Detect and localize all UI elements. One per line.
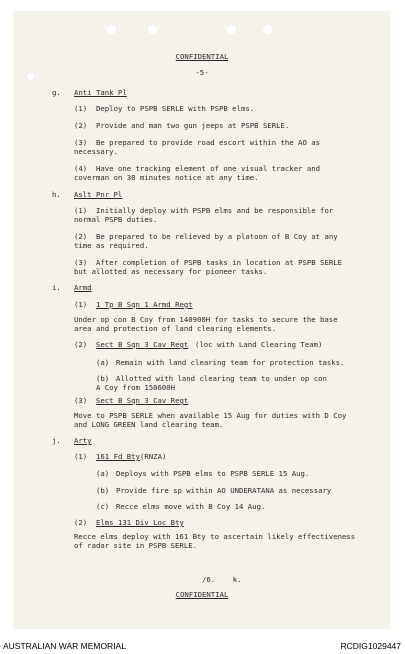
para-text: Provide and man two gun jeeps at PSPB SERLE. bbox=[96, 121, 290, 130]
para-num: (4) bbox=[74, 164, 88, 173]
item-heading: Armd bbox=[74, 283, 92, 292]
para-text: necessary. bbox=[74, 147, 118, 156]
punch-hole bbox=[226, 24, 237, 35]
sub-note: (loc with Land Clearing Team) bbox=[195, 340, 323, 349]
page-number: -5- bbox=[195, 68, 209, 77]
para-num: (b) bbox=[96, 486, 110, 495]
punch-hole bbox=[262, 24, 273, 35]
para-num: (3) bbox=[74, 396, 88, 405]
para-text: normal PSPB duties. bbox=[74, 215, 158, 224]
para-num: (2) bbox=[74, 518, 88, 527]
para-text: time as required. bbox=[74, 241, 149, 250]
para-text: coverman on 30 minutes notice at any time. bbox=[74, 173, 259, 182]
document-page bbox=[14, 12, 390, 628]
para-text: A Coy from 150600H bbox=[96, 383, 176, 392]
item-heading: Arty bbox=[74, 436, 92, 445]
item-letter: h. bbox=[52, 190, 61, 199]
para-text: Recce elms move with B Coy 14 Aug. bbox=[116, 502, 266, 511]
para-text: Have one tracking element of one visual tracker and bbox=[96, 164, 321, 173]
item-heading: Anti Tank Pl bbox=[74, 88, 127, 97]
para-text: Recce elms deploy with 161 Bty to ascertain likely effectiveness bbox=[74, 532, 356, 541]
punch-hole bbox=[106, 24, 117, 35]
archive-name: AUSTRALIAN WAR MEMORIAL bbox=[3, 641, 126, 651]
continuation-marker: /6. k. bbox=[202, 575, 242, 584]
para-text: Remain with land clearing team for protection tasks. bbox=[116, 358, 345, 367]
para-text: Provide fire sp within AO UNDERATANA as necessary bbox=[116, 486, 332, 495]
classification-footer: CONFIDENTIAL bbox=[175, 590, 229, 599]
para-num: (1) bbox=[74, 452, 88, 461]
para-num: (b) bbox=[96, 374, 110, 383]
para-num: (a) bbox=[96, 469, 110, 478]
sub-heading: Sect B Sqn 3 Cav Regt bbox=[96, 340, 189, 349]
sub-heading: 161 Fd Bty bbox=[96, 452, 140, 461]
para-num: (2) bbox=[74, 340, 88, 349]
para-num: (1) bbox=[74, 206, 88, 215]
para-text: but allotted as necessary for pioneer tasks. bbox=[74, 267, 268, 276]
para-num: (2) bbox=[74, 232, 88, 241]
item-letter: g. bbox=[52, 88, 61, 97]
sub-note: (RNZA) bbox=[140, 452, 167, 461]
classification-header: CONFIDENTIAL bbox=[175, 52, 229, 61]
para-num: (a) bbox=[96, 358, 110, 367]
archive-reference: RCDIG1029447 bbox=[340, 641, 401, 651]
archive-footer-bar bbox=[0, 636, 405, 654]
para-text: Deploy to PSPB SERLE with PSPB elms. bbox=[96, 104, 255, 113]
para-text: Under op con B Coy from 140900H for tasks to secure the base bbox=[74, 315, 338, 324]
para-text: and LONG GREEN land clearing team. bbox=[74, 420, 224, 429]
para-num: (3) bbox=[74, 138, 88, 147]
para-num: (2) bbox=[74, 121, 88, 130]
para-text: After completion of PSPB tasks in location at PSPB SERLE bbox=[96, 258, 343, 267]
para-text: Allotted with land clearing team to under op con bbox=[116, 374, 327, 383]
para-text: Be prepared to provide road escort within the AO as bbox=[96, 138, 321, 147]
para-num: (c) bbox=[96, 502, 110, 511]
punch-hole bbox=[147, 24, 158, 35]
para-num: (3) bbox=[74, 258, 88, 267]
para-text: area and protection of land clearing elements. bbox=[74, 324, 277, 333]
item-letter: i. bbox=[52, 283, 61, 292]
sub-heading: Elms 131 Div Loc Bty bbox=[96, 518, 184, 527]
item-heading: Aslt Pnr Pl bbox=[74, 190, 123, 199]
para-text: Initially deploy with PSPB elms and be responsible for bbox=[96, 206, 334, 215]
para-text: Deploys with PSPB elms to PSPB SERLE 15 Aug. bbox=[116, 469, 310, 478]
sub-heading: 1 Tp B Sqn 1 Armd Regt bbox=[96, 300, 193, 309]
para-text: of radar site in PSPB SERLE. bbox=[74, 541, 198, 550]
para-num: (1) bbox=[74, 300, 88, 309]
para-num: (1) bbox=[74, 104, 88, 113]
para-text: Move to PSPB SERLE when available 15 Aug for duties with D Coy bbox=[74, 411, 347, 420]
item-letter: j. bbox=[52, 436, 61, 445]
sub-heading: Sect B Sqn 3 Cav Regt bbox=[96, 396, 189, 405]
para-text: Be prepared to be relieved by a platoon of B Coy at any bbox=[96, 232, 338, 241]
